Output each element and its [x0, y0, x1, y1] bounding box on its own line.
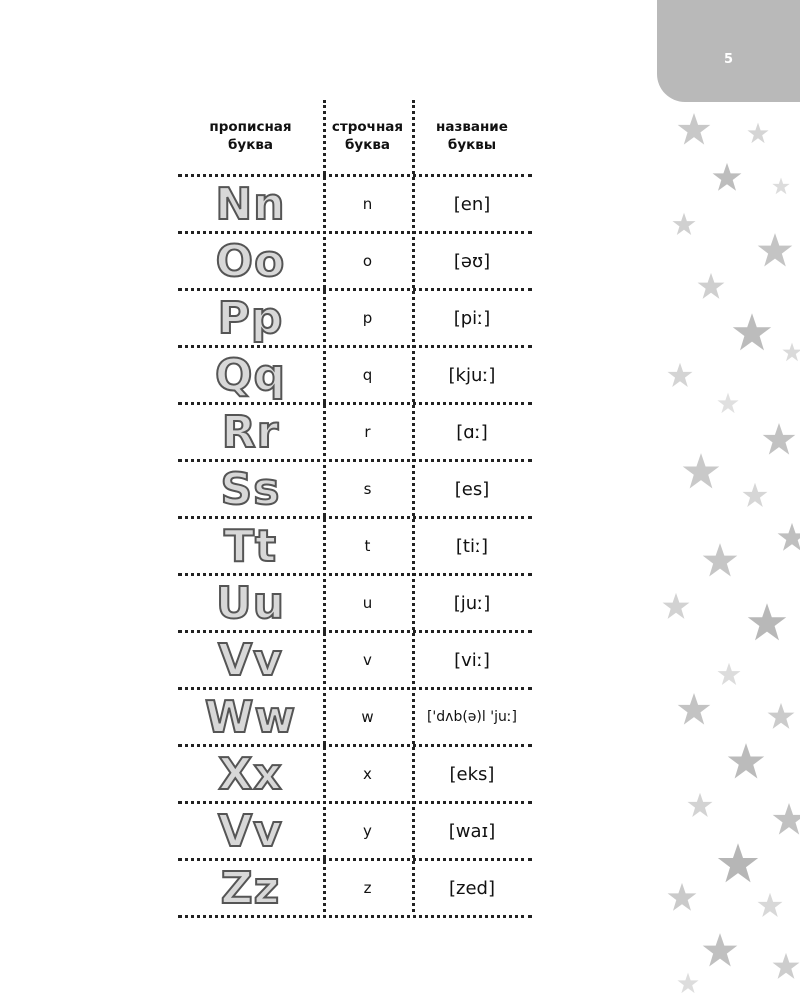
uppercase-letter-cell — [178, 633, 323, 687]
letter-name: ['dʌb(ə)l 'juː] — [426, 709, 518, 725]
lowercase-letter: u — [362, 594, 373, 612]
uppercase-letter: Vv — [218, 634, 283, 686]
table-body — [178, 174, 532, 918]
table-row — [178, 288, 532, 345]
lowercase-letter-cell — [323, 576, 412, 630]
letter-name: [tiː] — [455, 535, 489, 557]
uppercase-letter: Xx — [218, 748, 283, 800]
lowercase-letter: z — [363, 879, 372, 897]
star-icon — [782, 342, 800, 362]
star-icon — [677, 112, 711, 146]
table-row — [178, 744, 532, 801]
uppercase-letter-cell — [178, 576, 323, 630]
star-icon — [747, 602, 787, 642]
lowercase-letter: y — [363, 822, 372, 840]
uppercase-letter-cell — [178, 690, 323, 744]
uppercase-letter: Ss — [220, 463, 281, 515]
lowercase-letter: o — [362, 252, 373, 270]
letter-name-cell — [412, 576, 532, 630]
star-icon — [677, 972, 699, 994]
lowercase-letter-cell — [323, 690, 412, 744]
star-icon — [677, 692, 711, 726]
letter-name: [piː] — [453, 307, 491, 329]
star-icon — [697, 272, 725, 300]
star-icon — [757, 892, 783, 918]
star-icon — [767, 702, 795, 730]
letter-name-cell — [412, 462, 532, 516]
lowercase-letter: n — [362, 195, 373, 213]
star-icon — [747, 122, 769, 144]
lowercase-letter: p — [362, 309, 373, 327]
letter-name-cell — [412, 747, 532, 801]
uppercase-letter-cell — [178, 462, 323, 516]
page-number: 5 — [723, 52, 734, 67]
lowercase-letter-cell — [323, 462, 412, 516]
letter-name: [zed] — [449, 877, 495, 899]
lowercase-letter-cell — [323, 747, 412, 801]
star-icon — [712, 162, 742, 192]
uppercase-letter: Qq — [215, 349, 286, 401]
lowercase-letter: r — [364, 423, 371, 441]
star-icon — [717, 662, 741, 686]
letter-name-cell — [412, 861, 532, 915]
letter-name: [es] — [454, 478, 490, 500]
uppercase-letter-cell — [178, 348, 323, 402]
star-icon — [667, 362, 693, 388]
lowercase-letter-cell — [323, 519, 412, 573]
table-row — [178, 459, 532, 516]
uppercase-letter: Vv — [218, 805, 283, 857]
letter-name-cell — [412, 348, 532, 402]
header-uppercase: прописная буква — [209, 119, 292, 153]
star-icon — [732, 312, 772, 352]
star-icon — [667, 882, 697, 912]
uppercase-letter-cell — [178, 405, 323, 459]
uppercase-letter-cell — [178, 234, 323, 288]
table-row — [178, 801, 532, 858]
table-row — [178, 573, 532, 630]
letter-name: [juː] — [453, 592, 491, 614]
star-icon — [672, 212, 696, 236]
letter-name: [kjuː] — [448, 364, 496, 386]
uppercase-letter: Zz — [220, 862, 281, 914]
lowercase-letter-cell — [323, 348, 412, 402]
alphabet-table — [178, 100, 532, 918]
header-lowercase: строчная буква — [331, 119, 404, 153]
table-row — [178, 345, 532, 402]
star-icon — [727, 742, 765, 780]
star-icon — [772, 802, 800, 836]
uppercase-letter: Pp — [217, 292, 284, 344]
letter-name: [ɑː] — [456, 421, 488, 443]
letter-name-cell — [412, 804, 532, 858]
uppercase-letter: Tt — [223, 520, 278, 572]
lowercase-letter: q — [362, 366, 373, 384]
star-icon — [772, 952, 800, 980]
lowercase-letter-cell — [323, 291, 412, 345]
star-icon — [662, 592, 690, 620]
star-icon — [682, 452, 720, 490]
star-icon — [742, 482, 768, 508]
lowercase-letter-cell — [323, 234, 412, 288]
letter-name-cell — [412, 177, 532, 231]
star-icon — [687, 792, 713, 818]
uppercase-letter: Ww — [204, 691, 297, 743]
lowercase-letter-cell — [323, 861, 412, 915]
page-number-tab — [657, 0, 800, 102]
star-icon — [702, 932, 738, 968]
table-row — [178, 516, 532, 573]
table-row — [178, 231, 532, 288]
uppercase-letter: Rr — [221, 406, 280, 458]
lowercase-letter: w — [361, 708, 374, 726]
star-icon — [772, 177, 790, 195]
decorative-stars — [657, 102, 800, 1000]
uppercase-letter: Oo — [215, 235, 286, 287]
letter-name: [viː] — [454, 649, 490, 671]
star-icon — [717, 842, 759, 884]
table-row — [178, 630, 532, 687]
star-icon — [777, 522, 800, 552]
letter-name: [əʊ] — [453, 250, 491, 272]
letter-name: [eks] — [449, 763, 495, 785]
uppercase-letter-cell — [178, 177, 323, 231]
letter-name-cell — [412, 690, 532, 744]
lowercase-letter: s — [363, 480, 372, 498]
letter-name-cell — [412, 234, 532, 288]
uppercase-letter-cell — [178, 519, 323, 573]
star-icon — [702, 542, 738, 578]
table-row — [178, 687, 532, 744]
table-row — [178, 402, 532, 459]
uppercase-letter-cell — [178, 804, 323, 858]
lowercase-letter-cell — [323, 177, 412, 231]
star-icon — [717, 392, 739, 414]
lowercase-letter-cell — [323, 804, 412, 858]
letter-name-cell — [412, 291, 532, 345]
table-header — [178, 100, 532, 174]
letter-name-cell — [412, 633, 532, 687]
star-icon — [757, 232, 793, 268]
lowercase-letter: x — [363, 765, 372, 783]
uppercase-letter-cell — [178, 861, 323, 915]
letter-name-cell — [412, 519, 532, 573]
lowercase-letter: t — [364, 537, 371, 555]
letter-name-cell — [412, 405, 532, 459]
uppercase-letter-cell — [178, 747, 323, 801]
lowercase-letter-cell — [323, 405, 412, 459]
uppercase-letter: Nn — [215, 178, 286, 230]
star-icon — [762, 422, 796, 456]
uppercase-letter: Uu — [215, 577, 286, 629]
letter-name: [en] — [453, 193, 491, 215]
lowercase-letter: v — [363, 651, 372, 669]
lowercase-letter-cell — [323, 633, 412, 687]
table-row — [178, 858, 532, 918]
letter-name: [waɪ] — [448, 820, 496, 842]
header-letter-name: название буквы — [436, 119, 508, 153]
table-row — [178, 174, 532, 231]
uppercase-letter-cell — [178, 291, 323, 345]
